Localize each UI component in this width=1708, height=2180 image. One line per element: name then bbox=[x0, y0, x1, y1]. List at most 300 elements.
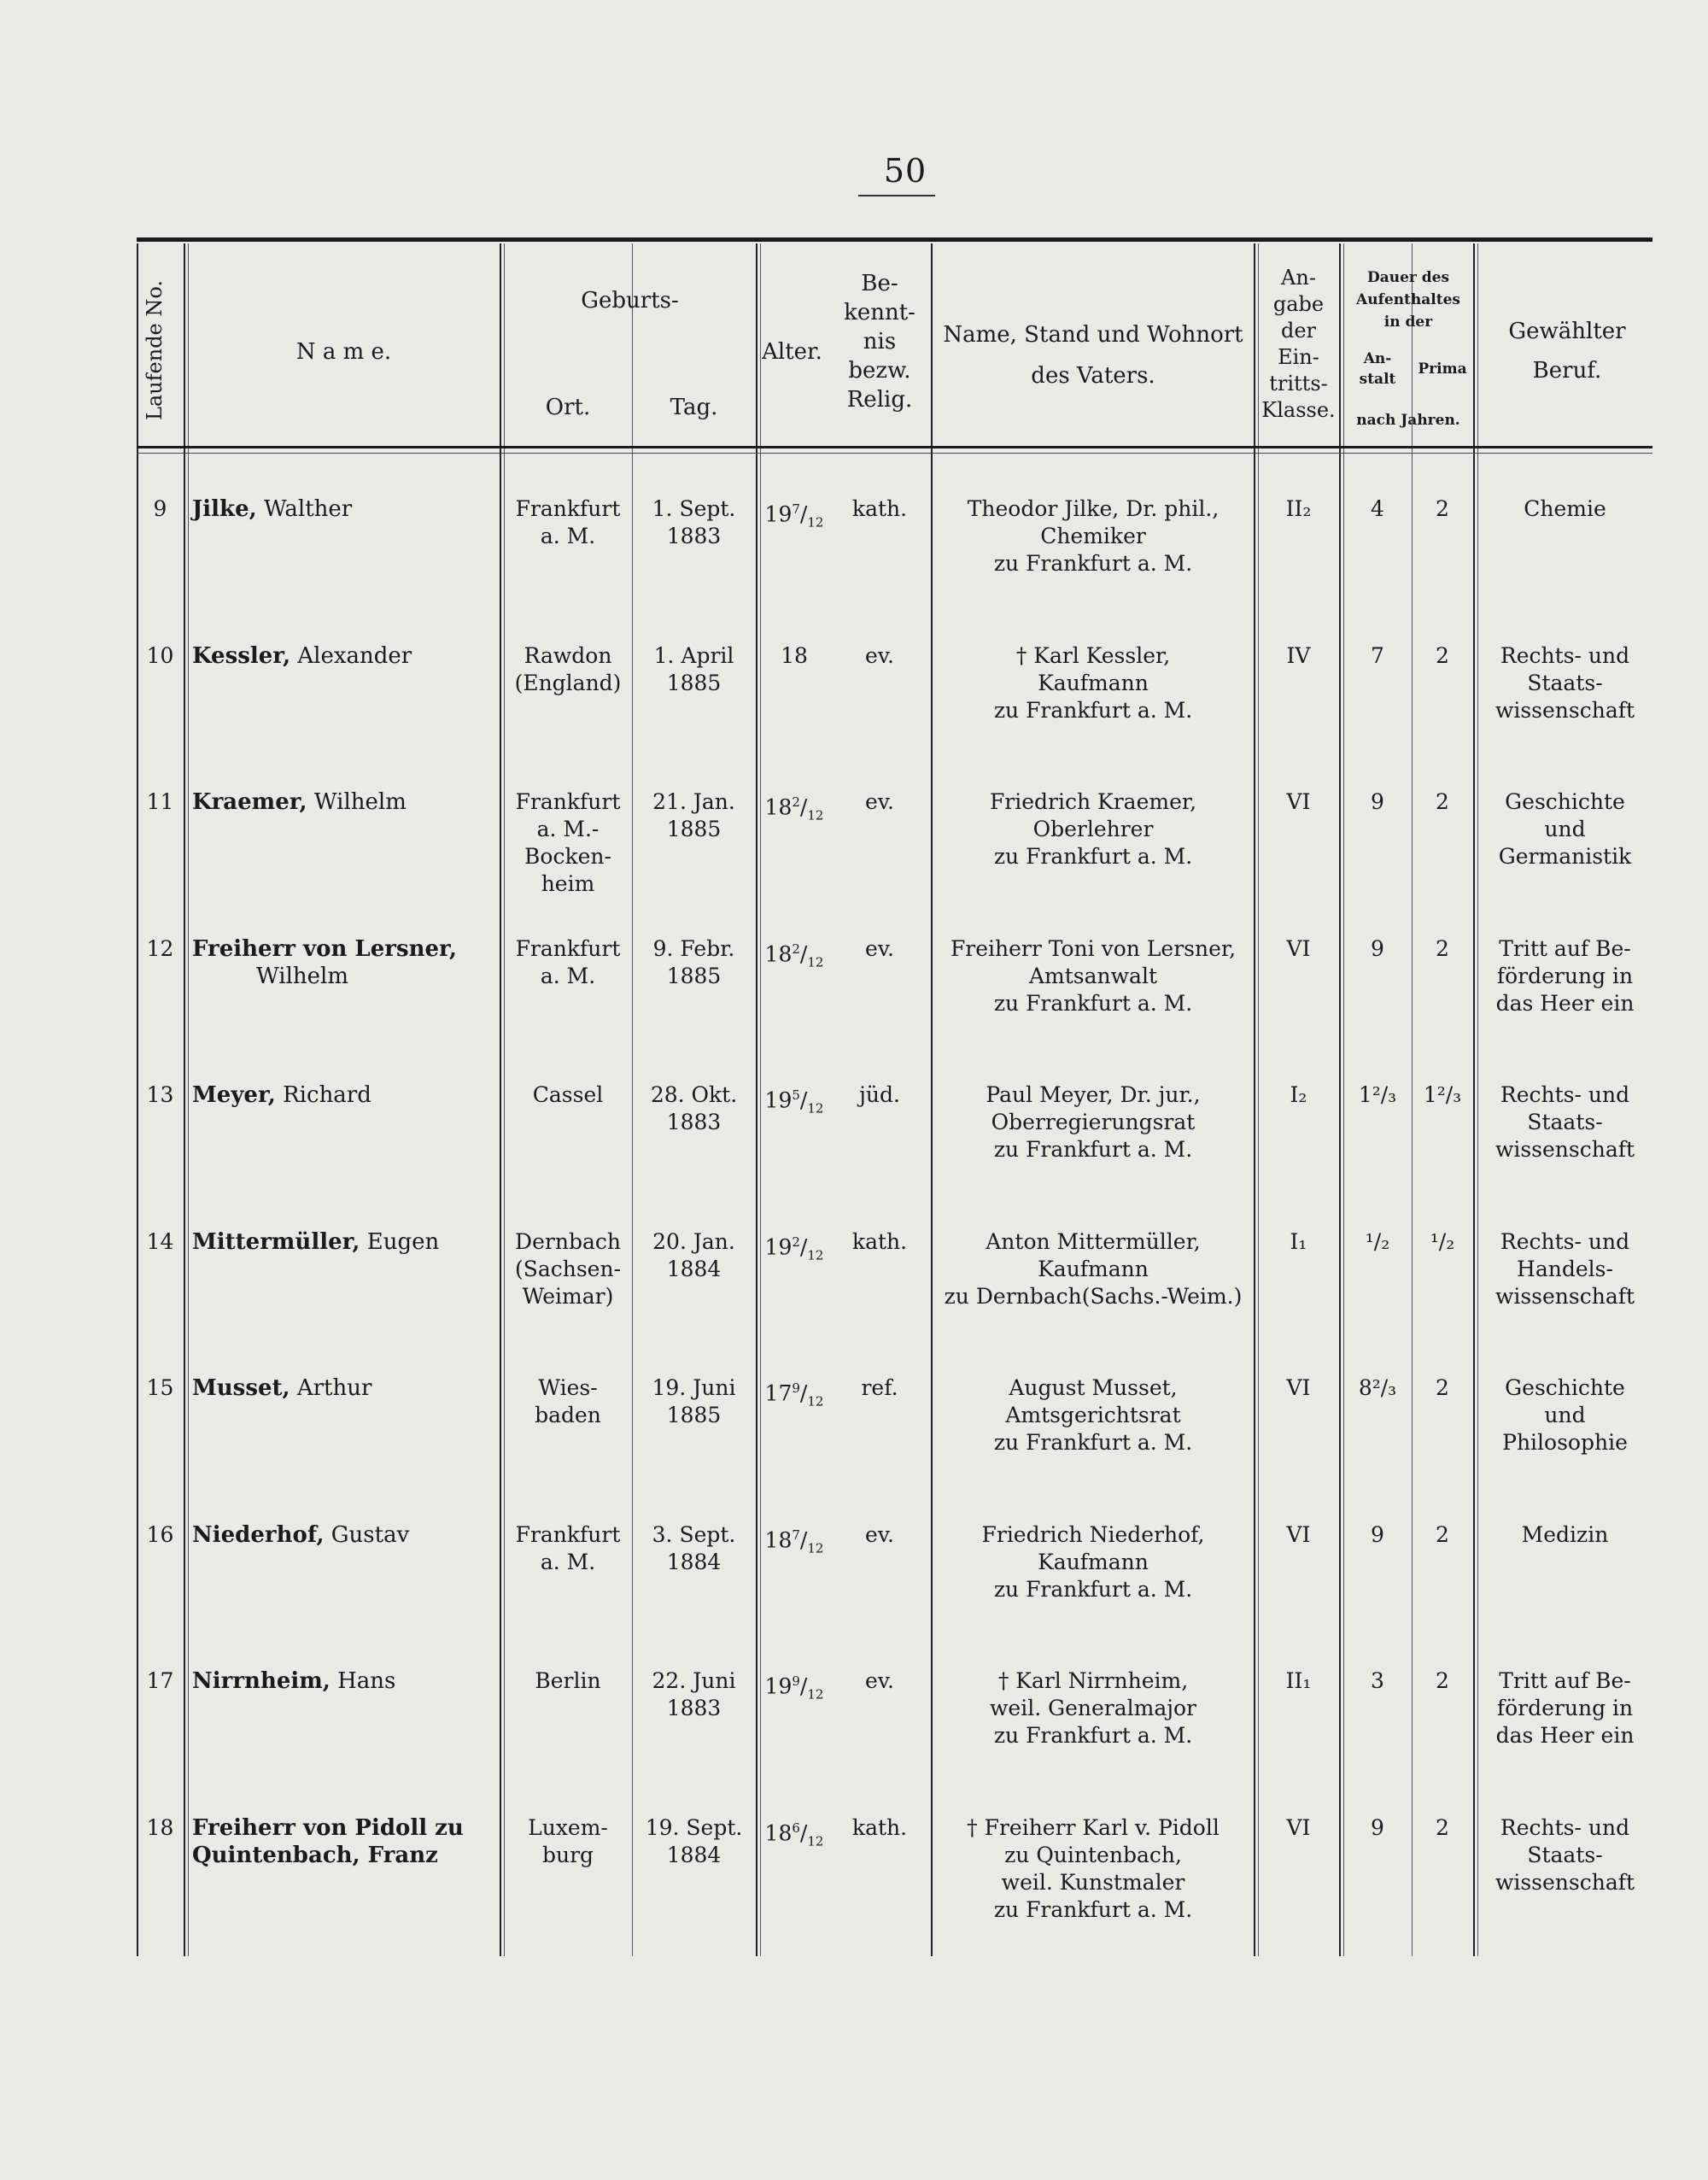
religion: ref. bbox=[861, 1375, 898, 1400]
entry-class: VI bbox=[1286, 1375, 1311, 1400]
father-line: Chemiker bbox=[1040, 524, 1146, 548]
age-denominator: 12 bbox=[807, 1686, 824, 1702]
father-line: Theodor Jilke, Dr. phil., bbox=[967, 496, 1220, 521]
father-line: † Karl Kessler, bbox=[1015, 642, 1171, 668]
header-ort: Ort. bbox=[545, 395, 591, 420]
birthplace bbox=[504, 1667, 632, 1695]
birthplace bbox=[504, 1374, 632, 1429]
birthplace bbox=[504, 1814, 632, 1869]
profession-line: Rechts- und bbox=[1500, 1814, 1630, 1840]
table-row bbox=[0, 935, 1708, 1081]
birthplace-line: a. M. bbox=[540, 524, 596, 548]
religion: kath. bbox=[851, 496, 908, 521]
table-row bbox=[0, 1081, 1708, 1227]
birthdate-line: 9. Febr. bbox=[652, 935, 735, 961]
entry-class: VI bbox=[1286, 1814, 1311, 1840]
age-denominator: 12 bbox=[807, 1100, 824, 1116]
age: $19^5/_{12}$ bbox=[764, 1087, 824, 1116]
profession bbox=[1477, 1814, 1652, 1896]
row-number: 17 bbox=[146, 1668, 174, 1693]
table-row bbox=[0, 1228, 1708, 1374]
birthdate bbox=[632, 1081, 756, 1136]
birthdate bbox=[632, 1228, 756, 1283]
name-cell bbox=[192, 1521, 500, 1549]
page-number-rule bbox=[858, 195, 935, 196]
table-row bbox=[0, 788, 1708, 934]
father-line: zu Frankfurt a. M. bbox=[993, 1896, 1193, 1922]
surname: Jilke, bbox=[192, 496, 257, 522]
birthplace-line: burg bbox=[541, 1842, 594, 1867]
name-line bbox=[192, 1374, 500, 1402]
birthdate bbox=[632, 642, 756, 697]
profession-line: förderung in bbox=[1496, 963, 1634, 988]
header-bekenntnis bbox=[828, 269, 931, 414]
header-bekenntnis-line: bezw. bbox=[848, 358, 911, 384]
profession-line: Germanistik bbox=[1498, 844, 1632, 869]
duration-prima: 2 bbox=[1436, 1375, 1449, 1400]
row-number: 15 bbox=[146, 1375, 174, 1400]
duration-prima: 2 bbox=[1436, 496, 1449, 521]
duration-prima: 2 bbox=[1436, 789, 1449, 814]
header-tag: Tag. bbox=[670, 395, 718, 420]
profession-line: Geschichte bbox=[1505, 789, 1625, 814]
header-rule bbox=[137, 453, 1652, 454]
duration-anstalt: 9 bbox=[1371, 789, 1384, 814]
birthdate-line: 20. Jan. bbox=[652, 1228, 735, 1254]
birthdate bbox=[632, 1814, 756, 1869]
father-line: zu Frankfurt a. M. bbox=[993, 1430, 1193, 1455]
header-bekenntnis-line: Be- bbox=[861, 271, 898, 296]
profession bbox=[1477, 495, 1652, 523]
father-line: zu Quintenbach, bbox=[1004, 1842, 1182, 1867]
age-months: 7 bbox=[792, 501, 800, 517]
header-bekenntnis-line: Relig. bbox=[846, 387, 913, 413]
name-cell bbox=[192, 1081, 500, 1109]
age-denominator: 12 bbox=[807, 1393, 824, 1409]
table-row bbox=[0, 495, 1708, 641]
header-dauer-line: in der bbox=[1383, 314, 1433, 331]
profession-line: förderung in bbox=[1496, 1696, 1634, 1720]
birthplace-line: Luxem- bbox=[528, 1814, 608, 1840]
given-name: Wilhelm bbox=[313, 789, 407, 815]
header-alter: Alter. bbox=[762, 339, 822, 365]
profession bbox=[1477, 1667, 1652, 1749]
father-line: † Freiherr Karl v. Pidoll bbox=[967, 1814, 1220, 1840]
profession bbox=[1477, 642, 1652, 724]
profession-line: wissenschaft bbox=[1494, 1137, 1635, 1162]
father-line: Oberlehrer bbox=[1032, 817, 1154, 841]
birthplace bbox=[504, 495, 632, 550]
father bbox=[933, 1814, 1254, 1924]
header-anstalt-line: An- bbox=[1363, 350, 1392, 367]
header-angabe-line: An- bbox=[1281, 266, 1316, 290]
birthdate-line: 1885 bbox=[666, 817, 722, 841]
surname: Kessler, bbox=[192, 642, 291, 669]
profession bbox=[1477, 1521, 1652, 1549]
birthdate bbox=[632, 1521, 756, 1576]
entry-class: I₁ bbox=[1290, 1228, 1307, 1254]
father bbox=[933, 642, 1254, 724]
birthdate-line: 3. Sept. bbox=[652, 1521, 736, 1547]
profession-line: Rechts- und bbox=[1500, 642, 1630, 668]
profession-line: wissenschaft bbox=[1494, 1869, 1635, 1895]
profession-line: Tritt auf Be- bbox=[1499, 1668, 1631, 1693]
father bbox=[933, 1374, 1254, 1456]
religion: ev. bbox=[865, 1668, 894, 1693]
profession bbox=[1477, 1228, 1652, 1310]
entry-class: IV bbox=[1286, 642, 1311, 668]
duration-prima: 2 bbox=[1436, 935, 1449, 961]
header-vater-line: Name, Stand und Wohnort bbox=[943, 322, 1243, 348]
row-number: 16 bbox=[146, 1521, 174, 1547]
birthplace-line: Wies- bbox=[538, 1375, 598, 1400]
header-angabe-line: gabe bbox=[1272, 292, 1325, 316]
profession-line: Geschichte bbox=[1505, 1375, 1625, 1400]
name-cell bbox=[192, 1228, 500, 1256]
father bbox=[933, 1228, 1254, 1310]
religion: ev. bbox=[865, 935, 894, 961]
birthdate-line: 1884 bbox=[666, 1256, 722, 1281]
duration-prima: 2 bbox=[1436, 642, 1449, 668]
duration-anstalt: 7 bbox=[1371, 642, 1384, 668]
duration-anstalt: 1²/₃ bbox=[1358, 1082, 1397, 1107]
name-line bbox=[192, 1081, 500, 1109]
name-cell bbox=[192, 642, 500, 670]
name-cell bbox=[192, 495, 500, 523]
table-row bbox=[0, 1374, 1708, 1520]
surname: Nirrnheim, bbox=[192, 1668, 330, 1694]
age-months: 9 bbox=[792, 1673, 800, 1689]
name-cell bbox=[192, 1814, 500, 1869]
birthdate-line: 28. Okt. bbox=[650, 1082, 738, 1107]
name-line bbox=[192, 935, 500, 963]
profession-line: Rechts- und bbox=[1500, 1082, 1630, 1107]
birthplace-line: Bocken- bbox=[524, 844, 611, 869]
father-line: zu Frankfurt a. M. bbox=[993, 1723, 1193, 1748]
father-line: Friedrich Niederhof, bbox=[981, 1521, 1205, 1547]
age-denominator: 12 bbox=[807, 514, 824, 530]
religion: jüd. bbox=[859, 1082, 900, 1107]
profession-line: wissenschaft bbox=[1494, 697, 1635, 723]
religion: kath. bbox=[851, 1814, 908, 1840]
surname: Freiherr von Pidoll zu bbox=[192, 1814, 464, 1841]
header-bekenntnis-line: kennt- bbox=[844, 300, 915, 325]
birthdate-line: 1885 bbox=[666, 670, 722, 695]
duration-anstalt: 9 bbox=[1371, 1521, 1384, 1547]
age-denominator: 12 bbox=[807, 807, 824, 823]
row-number: 11 bbox=[146, 789, 174, 814]
birthplace-line: Rawdon bbox=[524, 642, 612, 668]
father-line: Kaufmann bbox=[1038, 1549, 1149, 1574]
birthdate-line: 1. Sept. bbox=[652, 496, 736, 521]
birthdate-line: 21. Jan. bbox=[652, 789, 735, 814]
given-name: Richard bbox=[283, 1082, 371, 1108]
given-name: Gustav bbox=[330, 1521, 410, 1548]
row-number: 18 bbox=[146, 1814, 174, 1840]
father-line: Kaufmann bbox=[1038, 670, 1149, 695]
father-line: zu Frankfurt a. M. bbox=[993, 844, 1193, 869]
name-line bbox=[192, 788, 500, 816]
age: $18^7/_{12}$ bbox=[764, 1527, 824, 1556]
duration-anstalt: 9 bbox=[1371, 1814, 1384, 1840]
birthdate-line: 1885 bbox=[666, 1403, 722, 1427]
header-laufende-no: Laufende No. bbox=[143, 279, 167, 421]
entry-class: II₂ bbox=[1285, 496, 1312, 521]
birthplace bbox=[504, 935, 632, 990]
row-number: 9 bbox=[153, 496, 167, 521]
age-months: 7 bbox=[792, 1527, 800, 1543]
birthplace-line: Berlin bbox=[535, 1668, 601, 1693]
age: $17^9/_{12}$ bbox=[764, 1380, 824, 1409]
birthplace-line: a. M. bbox=[540, 1549, 596, 1574]
father-line: Freiherr Toni von Lersner, bbox=[950, 935, 1237, 961]
name-line-2: Wilhelm bbox=[256, 963, 348, 989]
name-line bbox=[192, 495, 500, 523]
age-years: 18 bbox=[764, 941, 793, 966]
birthdate-line: 22. Juni bbox=[652, 1668, 736, 1693]
duration-anstalt: 4 bbox=[1371, 496, 1384, 521]
father-line: Amtsanwalt bbox=[1029, 963, 1157, 988]
surname: Mittermüller, bbox=[192, 1228, 360, 1255]
table-row bbox=[0, 1667, 1708, 1813]
age-years: 18 bbox=[781, 642, 808, 668]
age-denominator: 12 bbox=[807, 1246, 824, 1263]
header-rule bbox=[137, 446, 1652, 448]
birthdate-line: 1884 bbox=[666, 1842, 722, 1867]
header-angabe-line: Klasse. bbox=[1261, 398, 1336, 422]
duration-anstalt: 8²/₃ bbox=[1358, 1375, 1397, 1400]
father-line: Oberregierungsrat bbox=[991, 1110, 1196, 1134]
row-number: 13 bbox=[146, 1082, 174, 1107]
father-line: zu Frankfurt a. M. bbox=[993, 551, 1193, 576]
birthdate-line: 19. Juni bbox=[652, 1375, 736, 1400]
age-years: 19 bbox=[764, 1673, 793, 1699]
header-name: N a m e. bbox=[295, 339, 392, 365]
row-number: 10 bbox=[146, 642, 174, 668]
birthdate-line: 1883 bbox=[666, 524, 722, 548]
birthplace-line: a. M. bbox=[540, 963, 596, 988]
religion: ev. bbox=[865, 1521, 894, 1547]
name-line bbox=[192, 642, 500, 670]
page-number: 50 bbox=[883, 152, 927, 190]
birthplace bbox=[504, 1521, 632, 1576]
birthplace-line: (Sachsen- bbox=[514, 1256, 622, 1281]
birthplace-line: (England) bbox=[514, 670, 622, 695]
header-angabe-line: der bbox=[1280, 319, 1317, 343]
father-line: Anton Mittermüller, bbox=[986, 1228, 1201, 1254]
profession bbox=[1477, 1081, 1652, 1163]
birthplace bbox=[504, 642, 632, 697]
profession bbox=[1477, 788, 1652, 870]
profession-line: Chemie bbox=[1524, 496, 1606, 521]
header-geburts: Geburts- bbox=[581, 288, 679, 314]
header-angabe bbox=[1258, 265, 1339, 424]
header-dauer-line: Aufenthaltes bbox=[1356, 291, 1460, 308]
profession-line: Medizin bbox=[1521, 1521, 1609, 1547]
age: $19^2/_{12}$ bbox=[764, 1234, 824, 1263]
duration-prima: 1²/₃ bbox=[1423, 1082, 1462, 1107]
age-years: 18 bbox=[764, 1527, 793, 1552]
birthplace-line: baden bbox=[535, 1403, 601, 1427]
duration-prima: 2 bbox=[1436, 1814, 1449, 1840]
birthplace-line: Frankfurt bbox=[515, 789, 621, 814]
birthplace bbox=[504, 1081, 632, 1109]
profession-line: Tritt auf Be- bbox=[1499, 935, 1631, 961]
age-denominator: 12 bbox=[807, 1539, 824, 1556]
birthplace-line: Dernbach bbox=[515, 1228, 621, 1254]
father bbox=[933, 788, 1254, 870]
birthdate-line: 19. Sept. bbox=[645, 1814, 743, 1840]
father bbox=[933, 1521, 1254, 1603]
religion: ev. bbox=[865, 642, 894, 668]
profession bbox=[1477, 1374, 1652, 1456]
religion: ev. bbox=[865, 789, 894, 814]
father-line: Amtsgerichtsrat bbox=[1005, 1403, 1181, 1427]
name-line-2: Quintenbach, Franz bbox=[192, 1842, 438, 1868]
father-line: Kaufmann bbox=[1038, 1256, 1149, 1281]
duration-anstalt: ¹/₂ bbox=[1365, 1228, 1390, 1254]
profession-line: und bbox=[1544, 1403, 1586, 1427]
header-beruf bbox=[1482, 312, 1652, 390]
birthdate bbox=[632, 935, 756, 990]
table-row bbox=[0, 1814, 1708, 1960]
birthdate bbox=[632, 1374, 756, 1429]
row-number: 14 bbox=[146, 1228, 174, 1254]
top-rule bbox=[137, 237, 1652, 242]
age-years: 17 bbox=[764, 1380, 793, 1406]
age-denominator: 12 bbox=[807, 1832, 824, 1849]
header-anstalt bbox=[1343, 349, 1412, 390]
age-months: 5 bbox=[792, 1087, 800, 1103]
name-cell bbox=[192, 788, 500, 816]
surname: Meyer, bbox=[192, 1082, 276, 1108]
header-angabe-line: tritts- bbox=[1269, 372, 1328, 396]
religion: kath. bbox=[851, 1228, 908, 1254]
father-line: † Karl Nirrnheim, bbox=[997, 1668, 1189, 1693]
header-vater-line: des Vaters. bbox=[1031, 363, 1155, 389]
age: $18^2/_{12}$ bbox=[764, 941, 824, 970]
duration-prima: 2 bbox=[1436, 1668, 1449, 1693]
father-line: weil. Generalmajor bbox=[990, 1696, 1196, 1720]
birthplace-line: Frankfurt bbox=[515, 1521, 621, 1547]
given-name: Alexander bbox=[297, 642, 412, 669]
birthdate-line: 1. April bbox=[653, 642, 734, 668]
age-months: 2 bbox=[792, 941, 800, 957]
name-cell bbox=[192, 1374, 500, 1402]
entry-class: VI bbox=[1286, 1521, 1311, 1547]
age bbox=[760, 642, 828, 670]
given-name: Arthur bbox=[296, 1375, 372, 1401]
age-months: 6 bbox=[792, 1820, 800, 1836]
age-denominator: 12 bbox=[807, 953, 824, 970]
birthdate-line: 1884 bbox=[666, 1549, 722, 1574]
header-beruf-line: Beruf. bbox=[1532, 358, 1602, 384]
header-nach-jahren: nach Jahren. bbox=[1356, 412, 1460, 429]
entry-class: I₂ bbox=[1290, 1082, 1307, 1107]
entry-class: VI bbox=[1286, 935, 1311, 961]
header-bekenntnis-line: nis bbox=[863, 329, 897, 355]
father bbox=[933, 935, 1254, 1017]
header-anstalt-line: stalt bbox=[1359, 371, 1396, 388]
father-line: zu Frankfurt a. M. bbox=[993, 1137, 1193, 1162]
header-angabe-line: Ein- bbox=[1278, 345, 1319, 369]
birthdate bbox=[632, 495, 756, 550]
surname: Niederhof, bbox=[192, 1521, 325, 1548]
age-years: 18 bbox=[764, 794, 793, 820]
birthdate-line: 1883 bbox=[666, 1110, 722, 1134]
birthplace-line: Cassel bbox=[532, 1082, 604, 1107]
profession bbox=[1477, 935, 1652, 1017]
row-number: 12 bbox=[146, 935, 174, 961]
birthdate-line: 1885 bbox=[666, 963, 722, 988]
name-line bbox=[192, 1521, 500, 1549]
profession-line: Staats- bbox=[1527, 1110, 1603, 1134]
birthdate-line: 1883 bbox=[666, 1696, 722, 1720]
name-cell bbox=[192, 935, 500, 990]
age-years: 18 bbox=[764, 1820, 793, 1845]
profession-line: das Heer ein bbox=[1495, 990, 1635, 1016]
father-line: zu Dernbach(Sachs.-Weim.) bbox=[944, 1283, 1243, 1309]
profession-line: und bbox=[1544, 817, 1586, 841]
age-months: 2 bbox=[792, 794, 800, 810]
father bbox=[933, 1081, 1254, 1163]
father-line: August Musset, bbox=[1009, 1375, 1178, 1400]
profession-line: Handels- bbox=[1517, 1256, 1613, 1281]
surname: Kraemer, bbox=[192, 789, 307, 815]
entry-class: VI bbox=[1286, 789, 1311, 814]
name-line bbox=[192, 1814, 500, 1842]
father-line: zu Frankfurt a. M. bbox=[993, 1576, 1193, 1602]
header-beruf-line: Gewählter bbox=[1508, 319, 1626, 344]
profession-line: das Heer ein bbox=[1495, 1723, 1635, 1748]
header-prima: Prima bbox=[1418, 360, 1467, 378]
birthplace-line: Weimar) bbox=[522, 1283, 614, 1309]
given-name: Hans bbox=[337, 1668, 396, 1694]
profession-line: Staats- bbox=[1527, 670, 1603, 695]
age: $18^6/_{12}$ bbox=[764, 1820, 824, 1849]
birthplace-line: heim bbox=[541, 871, 595, 896]
father-line: Friedrich Kraemer, bbox=[989, 789, 1197, 814]
age: $19^9/_{12}$ bbox=[764, 1673, 824, 1702]
father-line: weil. Kunstmaler bbox=[1001, 1869, 1185, 1895]
father bbox=[933, 495, 1254, 577]
name-cell bbox=[192, 1667, 500, 1695]
age-years: 19 bbox=[764, 1087, 793, 1113]
entry-class: II₁ bbox=[1285, 1668, 1312, 1693]
birthplace bbox=[504, 1228, 632, 1310]
birthplace bbox=[504, 788, 632, 898]
father-line: zu Frankfurt a. M. bbox=[993, 697, 1193, 723]
age: $18^2/_{12}$ bbox=[764, 794, 824, 823]
birthdate bbox=[632, 1667, 756, 1722]
age-months: 9 bbox=[792, 1380, 800, 1396]
duration-anstalt: 9 bbox=[1371, 935, 1384, 961]
profession-line: Philosophie bbox=[1502, 1430, 1628, 1455]
name-line bbox=[192, 1667, 500, 1695]
duration-anstalt: 3 bbox=[1371, 1668, 1384, 1693]
age-years: 19 bbox=[764, 501, 793, 527]
birthdate bbox=[632, 788, 756, 843]
birthplace-line: Frankfurt bbox=[515, 496, 621, 521]
profession-line: wissenschaft bbox=[1494, 1283, 1635, 1309]
surname: Musset, bbox=[192, 1375, 290, 1401]
profession-line: Rechts- und bbox=[1500, 1228, 1630, 1254]
profession-line: Staats- bbox=[1527, 1842, 1603, 1867]
birthplace-line: Frankfurt bbox=[515, 935, 621, 961]
duration-prima: ¹/₂ bbox=[1430, 1228, 1455, 1254]
given-name: Walther bbox=[263, 496, 353, 522]
header-dauer-line: Dauer des bbox=[1366, 269, 1450, 286]
